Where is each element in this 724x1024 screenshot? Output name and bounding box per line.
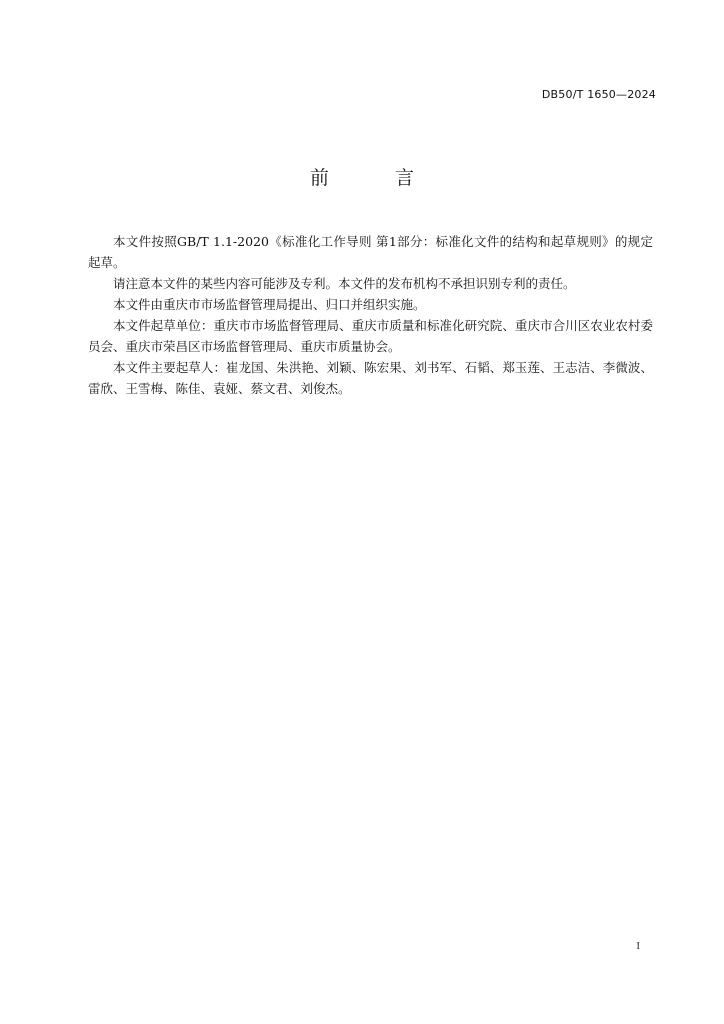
document-code: DB50/T 1650—2024 (541, 88, 656, 101)
paragraph-drafting-units: 本文件起草单位：重庆市市场监督管理局、重庆市质量和标准化研究院、重庆市合川区农业农村委员会、重庆市荣昌区市场监督管理局、重庆市质量协会。 (88, 318, 653, 354)
page-title: 前 言 (309, 167, 445, 189)
foreword-body (88, 231, 653, 399)
page-number: I (636, 940, 640, 952)
paragraph-proposer: 本文件由重庆市市场监督管理局提出、归口并组织实施。 (113, 297, 426, 312)
paragraph-drafters: 本文件主要起草人：崔龙国、朱洪艳、刘颖、陈宏果、刘书军、石韬、郑玉莲、王志洁、李微波、雷欣、王雪梅、陈佳、袁娅、蔡文君、刘俊杰。 (88, 360, 653, 396)
paragraph-drafting-basis: 本文件按照GB/T 1.1-2020《标准化工作导则 第1部分：标准化文件的结构和起草规则》的规定起草。 (88, 234, 653, 270)
paragraph-patent-notice: 请注意本文件的某些内容可能涉及专利。本文件的发布机构不承担识别专利的责任。 (113, 276, 576, 291)
